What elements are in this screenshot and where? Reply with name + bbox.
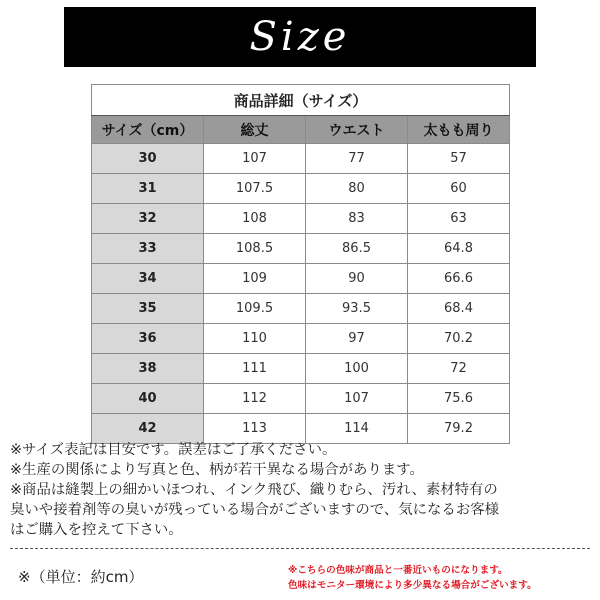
cell-thigh: 68.4 [408, 294, 510, 324]
cell-waist: 86.5 [306, 234, 408, 264]
cell-total-length: 109.5 [204, 294, 306, 324]
size-table-container [91, 84, 509, 444]
disclaimer-line: ※こちらの色味が商品と一番近いものになります。 [288, 565, 508, 576]
dashed-divider [10, 548, 590, 549]
header-waist: ウエスト [306, 116, 408, 144]
notes-block [10, 440, 595, 540]
cell-total-length: 109 [204, 264, 306, 294]
cell-size: 30 [92, 144, 204, 174]
cell-size: 33 [92, 234, 204, 264]
cell-total-length: 107.5 [204, 174, 306, 204]
note-line: 臭いや接着剤等の臭いが残っている場合がございますので、気になるお客様 [10, 502, 499, 518]
table-row [92, 384, 510, 414]
cell-total-length: 110 [204, 324, 306, 354]
cell-total-length: 113 [204, 414, 306, 444]
size-banner [0, 0, 600, 74]
unit-label: ※（単位：約cm） [18, 568, 144, 586]
cell-size: 32 [92, 204, 204, 234]
table-row [92, 174, 510, 204]
table-row [92, 294, 510, 324]
cell-waist: 83 [306, 204, 408, 234]
table-row [92, 234, 510, 264]
note-line: ※商品は縫製上の細かいほつれ、インク飛び、織りむら、汚れ、素材特有の [10, 482, 498, 498]
cell-thigh: 70.2 [408, 324, 510, 354]
cell-thigh: 57 [408, 144, 510, 174]
cell-size: 34 [92, 264, 204, 294]
size-table [91, 84, 510, 444]
cell-waist: 97 [306, 324, 408, 354]
table-header-row [92, 116, 510, 144]
size-banner-title: Size [64, 7, 536, 67]
cell-size: 38 [92, 354, 204, 384]
cell-total-length: 108.5 [204, 234, 306, 264]
cell-size: 36 [92, 324, 204, 354]
cell-total-length: 111 [204, 354, 306, 384]
cell-total-length: 107 [204, 144, 306, 174]
color-disclaimer [288, 563, 596, 593]
cell-waist: 77 [306, 144, 408, 174]
note-line: ※サイズ表記は目安です。誤差はご了承ください。 [10, 442, 337, 458]
cell-waist: 107 [306, 384, 408, 414]
cell-waist: 90 [306, 264, 408, 294]
cell-size: 40 [92, 384, 204, 414]
cell-thigh: 75.6 [408, 384, 510, 414]
cell-total-length: 108 [204, 204, 306, 234]
note-line: ※生産の関係により写真と色、柄が若干異なる場合があります。 [10, 462, 424, 478]
note-line: はご購入を控えて下さい。 [10, 522, 183, 538]
cell-waist: 114 [306, 414, 408, 444]
table-row [92, 264, 510, 294]
cell-waist: 100 [306, 354, 408, 384]
cell-thigh: 64.8 [408, 234, 510, 264]
table-row [92, 144, 510, 174]
disclaimer-line: 色味はモニター環境により多少異なる場合がございます。 [288, 580, 537, 591]
cell-total-length: 112 [204, 384, 306, 414]
header-size: サイズ（cm） [92, 116, 204, 144]
header-total-length: 総丈 [204, 116, 306, 144]
cell-thigh: 66.6 [408, 264, 510, 294]
cell-thigh: 79.2 [408, 414, 510, 444]
cell-waist: 93.5 [306, 294, 408, 324]
cell-size: 42 [92, 414, 204, 444]
table-row [92, 324, 510, 354]
table-caption-row [92, 85, 510, 116]
header-thigh: 太もも周り [408, 116, 510, 144]
table-row [92, 414, 510, 444]
table-caption: 商品詳細（サイズ） [92, 85, 510, 116]
table-row [92, 354, 510, 384]
table-row [92, 204, 510, 234]
cell-waist: 80 [306, 174, 408, 204]
cell-thigh: 72 [408, 354, 510, 384]
cell-size: 31 [92, 174, 204, 204]
cell-thigh: 63 [408, 204, 510, 234]
cell-size: 35 [92, 294, 204, 324]
cell-thigh: 60 [408, 174, 510, 204]
